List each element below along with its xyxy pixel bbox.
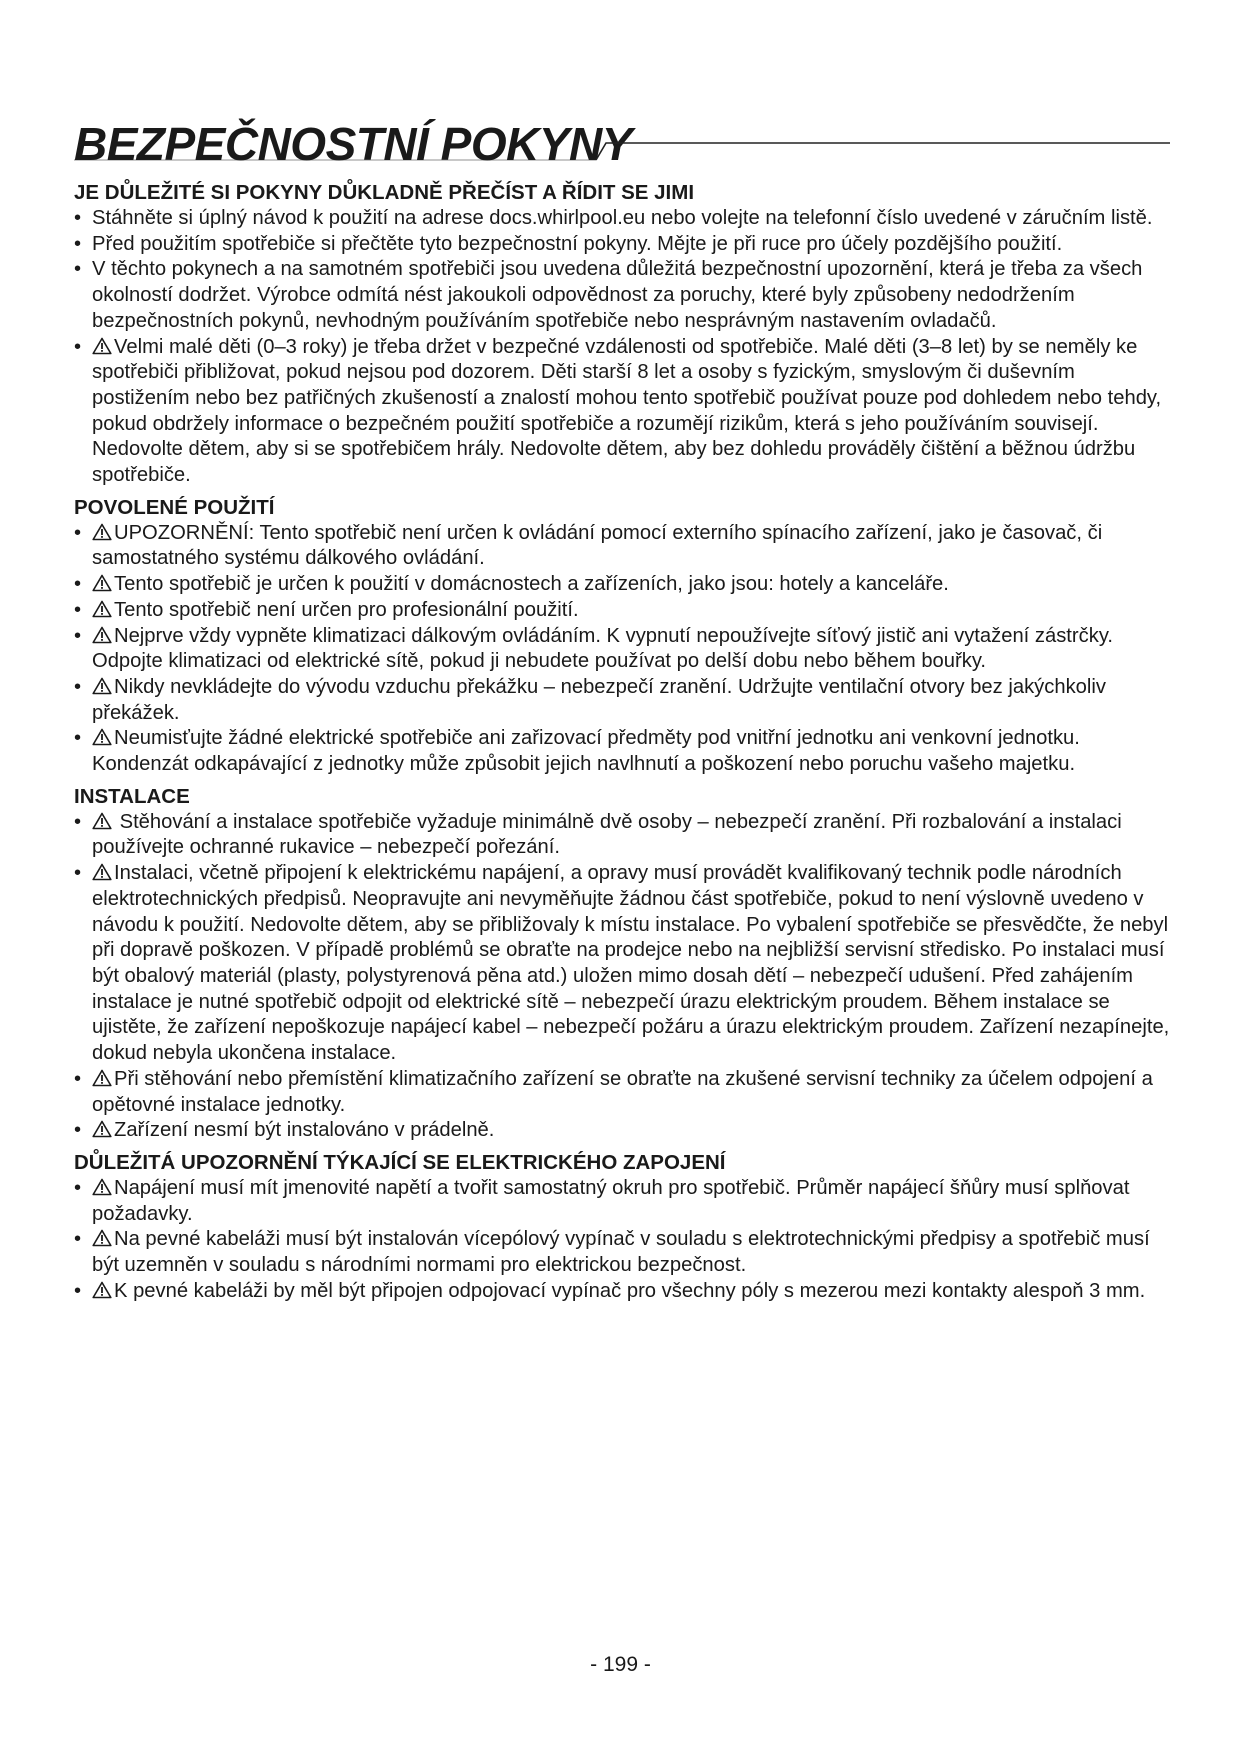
warning-triangle-icon	[92, 812, 112, 830]
warning-list-item	[74, 1176, 1174, 1227]
warning-list-item	[74, 810, 1174, 861]
section-heading: INSTALACE	[74, 784, 190, 808]
bullet-dot: •	[74, 624, 82, 647]
list-item-text: V těchto pokynech a na samotném spotřebiči jsou uvedena důležitá bezpečnostní upozornění, která je třeba za všech okolností dodržet. Výrobce odmítá nést jakoukoli odpovědnost za poruchy, které byly způsobeny nedodržením bezpečnostních pokynů, nevhodným používáním spotřebiče nebo nesprávným nastavením ovladačů.	[92, 258, 1143, 332]
warning-list-item	[74, 1118, 1174, 1144]
list-item-text: Před použitím spotřebiče si přečtěte tyto bezpečnostní pokyny. Mějte je při ruce pro účely pozdějšího použití.	[92, 232, 1063, 255]
list-item-text: Zařízení nesmí být instalováno v prádelně.	[114, 1119, 495, 1142]
list-item	[74, 257, 1174, 334]
section-heading: POVOLENÉ POUŽITÍ	[74, 495, 275, 519]
bullet-dot: •	[74, 1067, 82, 1090]
warning-list-item	[74, 624, 1174, 675]
warning-list-item	[74, 572, 1174, 598]
list-item-text: Stáhněte si úplný návod k použití na adrese docs.whirlpool.eu nebo volejte na telefonní číslo uvedené v záručním listě.	[92, 207, 1153, 229]
warning-triangle-icon	[92, 677, 112, 695]
section-heading: JE DŮLEŽITÉ SI POKYNY DŮKLADNĚ PŘEČÍST A ŘÍDIT SE JIMI	[74, 181, 695, 204]
bullet-dot: •	[74, 598, 82, 621]
list-item-text: Na pevné kabeláži musí být instalován vícepólový vypínač v souladu s elektrotechnickými předpisy a spotřebič musí být uzemněn v souladu s národními normami pro elektrickou bezpečnost.	[92, 1228, 1150, 1277]
warning-triangle-icon	[92, 1281, 112, 1299]
warning-list-item	[74, 675, 1174, 726]
warning-triangle-icon	[92, 1178, 112, 1196]
warning-list-item	[74, 335, 1174, 489]
list-item-text: Nikdy nevkládejte do vývodu vzduchu překážku – nebezpečí zranění. Udržujte ventilační otvory bez jakýchkoliv překážek.	[92, 675, 1106, 724]
bullet-dot: •	[74, 521, 82, 544]
warning-triangle-icon	[92, 574, 112, 592]
bullet-dot: •	[74, 727, 82, 750]
bullet-list	[74, 1176, 1174, 1305]
warning-triangle-icon	[92, 523, 112, 541]
bullet-dot: •	[74, 573, 82, 596]
bullet-dot: •	[74, 1279, 82, 1302]
bullet-dot: •	[74, 675, 82, 698]
bullet-dot: •	[74, 335, 82, 358]
bullet-list	[74, 810, 1174, 1144]
list-item-text: Nejprve vždy vypněte klimatizaci dálkovým ovládáním. K vypnutí nepoužívejte síťový jistič ani vytažení zástrčky. Odpojte klimatizaci od elektrické sítě, pokud ji nebudete používat po delší dobu nebo během bouřky.	[92, 624, 1114, 673]
warning-list-item	[74, 861, 1174, 1067]
list-item-text: Velmi malé děti (0–3 roky) je třeba držet v bezpečné vzdálenosti od spotřebiče. Malé děti (3–8 let) by se neměly ke spotřebiči přibližovat, pokud nejsou pod dozorem. Děti starší 8 let a osoby s fyzickým, smyslovým či duševním postižením nebo bez patřičných zkušeností a znalostí mohou tento spotřebič používat pouze pod dohledem nebo tehdy, pokud obdržely informace o bezpečném použití spotřebiče a rozumějí rizikům, která s jeho používáním souvisejí. Nedovolte dětem, aby si se spotřebičem hrály. Nedovolte dětem, aby bez dohledu prováděly čištění a běžnou údržbu spotřebiče.	[92, 335, 1162, 487]
list-item-text: Instalaci, včetně připojení k elektrickému napájení, a opravy musí provádět kvalifikovaný technik podle národních elektrotechnických předpisů. Neopravujte ani nevyměňujte žádnou část spotřebiče, pokud to není výslovně uvedeno v návodu k použití. Nedovolte dětem, aby se přibližovaly k místu instalace. Po vybalení spotřebiče se přesvědčte, že nebyl při dopravě poškozen. V případě problémů se obraťte na prodejce nebo na nejbližší servisní středisko. Po instalaci musí být obalový materiál (plasty, polystyrenová pěna atd.) uložen mimo dosah dětí – nebezpečí udušení. Před zahájením instalace je nutné spotřebič odpojit od elektrické sítě – nebezpečí úrazu elektrickým proudem. Během instalace se ujistěte, že zařízení nepoškozuje napájecí kabel – nebezpečí požáru a úrazu elektrickým proudem. Zařízení nezapínejte, dokud nebyla ukončena instalace.	[92, 862, 1170, 1065]
section	[74, 495, 1174, 778]
list-item	[74, 206, 1174, 232]
section	[74, 180, 1174, 489]
warning-list-item	[74, 1067, 1174, 1118]
warning-triangle-icon	[92, 626, 112, 644]
bullet-dot: •	[74, 810, 82, 833]
warning-list-item	[74, 598, 1174, 624]
list-item-text: Tento spotřebič je určen k použití v domácnostech a zařízeních, jako jsou: hotely a kanceláře.	[114, 573, 949, 596]
bullet-dot: •	[74, 232, 82, 255]
page-title: BEZPEČNOSTNÍ POKYNY	[74, 118, 632, 170]
list-item-text: Tento spotřebič není určen pro profesionální použití.	[114, 598, 579, 621]
warning-triangle-icon	[92, 728, 112, 746]
bullet-dot: •	[74, 1119, 82, 1142]
safety-content	[74, 180, 1174, 1304]
warning-list-item	[74, 1227, 1174, 1278]
list-item-text: Při stěhování nebo přemístění klimatizačního zařízení se obraťte na zkušené servisní techniky za účelem odpojení a opětovné instalace jednotky.	[92, 1067, 1153, 1116]
list-item-text: K pevné kabeláži by měl být připojen odpojovací vypínač pro všechny póly s mezerou mezi kontakty alespoň 3 mm.	[114, 1279, 1146, 1302]
list-item-text: UPOZORNĚNÍ: Tento spotřebič není určen k ovládání pomocí externího spínacího zařízení, jako je časovač, či samostatného systému dálkového ovládání.	[92, 521, 1103, 570]
title-rule-line	[596, 143, 1170, 160]
page-number: - 199 -	[590, 1653, 651, 1676]
list-item-text: Stěhování a instalace spotřebiče vyžaduje minimálně dvě osoby – nebezpečí zranění. Při rozbalování a instalaci používejte ochranné rukavice – nebezpečí pořezání.	[92, 810, 1122, 859]
list-item	[74, 232, 1174, 258]
list-item-text: Napájení musí mít jmenovité napětí a tvořit samostatný okruh pro spotřebič. Průměr napájecí šňůry musí splňovat požadavky.	[92, 1176, 1130, 1225]
section-heading: DŮLEŽITÁ UPOZORNĚNÍ TÝKAJÍCÍ SE ELEKTRICKÉHO ZAPOJENÍ	[74, 1150, 726, 1174]
warning-triangle-icon	[92, 863, 112, 881]
warning-triangle-icon	[92, 600, 112, 618]
bullet-list	[74, 521, 1174, 778]
bullet-dot: •	[74, 1228, 82, 1251]
warning-triangle-icon	[92, 1120, 112, 1138]
warning-list-item	[74, 726, 1174, 777]
section	[74, 1150, 1174, 1305]
title-rule	[0, 0, 1241, 200]
bullet-dot: •	[74, 207, 82, 229]
section	[74, 784, 1174, 1144]
warning-list-item	[74, 1279, 1174, 1305]
warning-list-item	[74, 521, 1174, 572]
bullet-dot: •	[74, 1176, 82, 1199]
bullet-dot: •	[74, 862, 82, 885]
bullet-list	[74, 206, 1174, 489]
list-item-text: Neumisťujte žádné elektrické spotřebiče ani zařizovací předměty pod vnitřní jednotku ani venkovní jednotku. Kondenzát odkapávající z jednotky může způsobit jejich navlhnutí a poškození nebo poruchu vašeho majetku.	[92, 727, 1080, 776]
warning-triangle-icon	[92, 337, 112, 355]
bullet-dot: •	[74, 258, 82, 281]
warning-triangle-icon	[92, 1229, 112, 1247]
warning-triangle-icon	[92, 1069, 112, 1087]
